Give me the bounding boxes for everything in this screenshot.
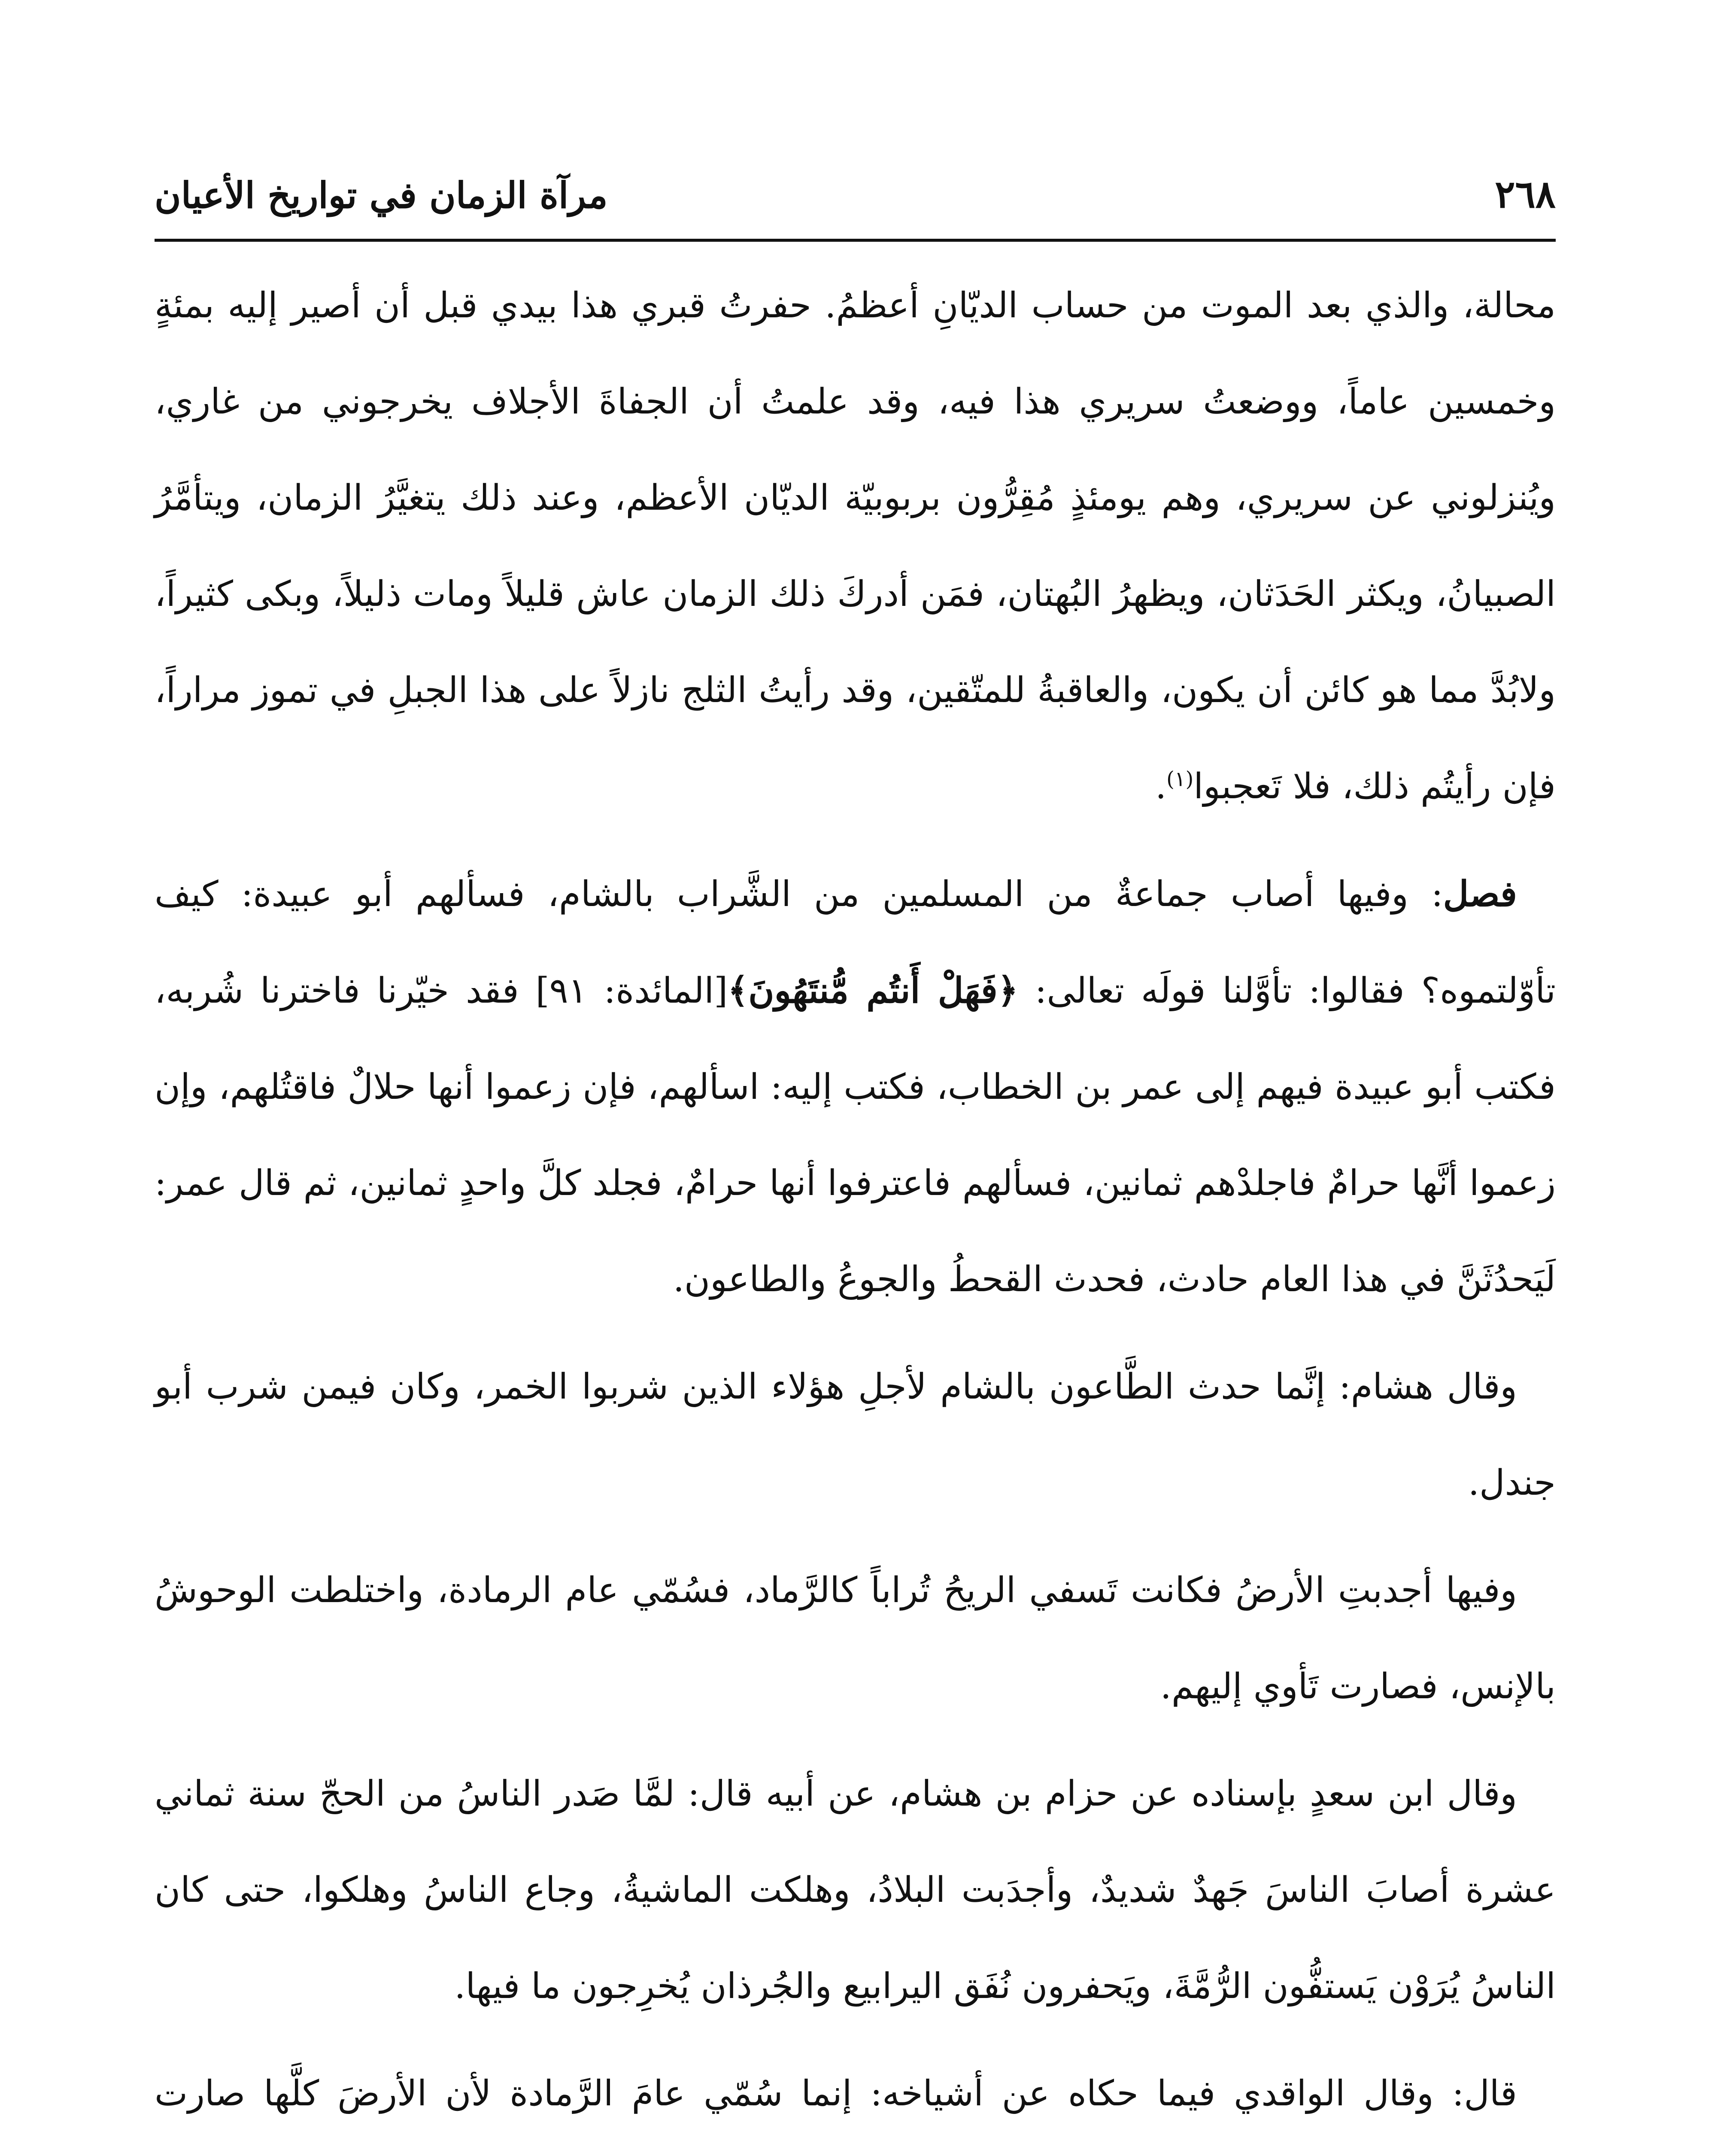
quran-verse: ﴿فَهَلْ أَنتُم مُّنتَهُونَ﴾: [728, 970, 1018, 1011]
section-label: فصل: [1443, 873, 1517, 915]
paragraph-2-text-b: [المائدة: ٩١] فقد خيّرنا فاخترنا شُربه، فكتب أبو عبيدة فيهم إلى عمر بن الخطاب، فكتب إليه: اسألهم، فإن زعموا أنها حلالٌ فاقتُلهم، وإن زعموا أنَّها حرامٌ فاجلدْهم ثمانين، فسألهم فاعترفوا أنها حرامٌ، فجلد كلَّ واحدٍ ثمانين، ثم قال عمر: لَيَحدُثَنَّ في هذا العام حادث، فحدث القحطُ والجوعُ والطاعون.: [155, 970, 1556, 1300]
paragraph-4: وفيها أجدبتِ الأرضُ فكانت تَسفي الريحُ تُراباً كالرَّماد، فسُمّي عام الرمادة، واختلطت الوحوشُ بالإنس، فصارت تَأوي إليهم.: [155, 1570, 1556, 1707]
main-text: [155, 258, 1556, 2147]
paragraph-6: [155, 2046, 1556, 2147]
paragraph-1-end: .: [1155, 766, 1167, 807]
paragraph-6-text: قال: وقال الواقدي فيما حكاه عن أشياخه: إنما سُمّي عامَ الرَّمادة لأن الأرضَ كلَّها صارت: [155, 2073, 1517, 2114]
paragraph-3: وقال هشام: إنَّما حدث الطَّاعون بالشام لأجلِ هؤلاء الذين شربوا الخمر، وكان فيمن شرب أبو جندل.: [155, 1366, 1556, 1503]
footnote-ref-1: (١): [1166, 767, 1194, 791]
paragraph-1: [155, 258, 1556, 835]
page-number: ٢٦٨: [1495, 172, 1556, 216]
paragraph-5: وقال ابن سعدٍ بإسناده عن حزام بن هشام، عن أبيه قال: لمَّا صَدر الناسُ من الحجّ سنة ثماني عشرة أصابَ الناسَ جَهدٌ شديدٌ، وأجدَبت البلادُ، وهلكت الماشيةُ، وجاع الناسُ وهلكوا، حتى كان الناسُ يُرَوْن يَستفُّون الرُّمَّةَ، ويَحفرون نُفَق اليرابيع والجُرذان يُخرِجون ما فيها.: [155, 1773, 1556, 2007]
book-title: مرآة الزمان في تواريخ الأعيان: [155, 174, 608, 216]
running-header: [155, 159, 1556, 228]
header-divider: [155, 239, 1556, 242]
paragraph-1-text: محالة، والذي بعد الموت من حساب الديّانِ أعظمُ. حفرتُ قبري هذا بيدي قبل أن أصير إليه بمئةٍ وخمسين عاماً، ووضعتُ سريري هذا فيه، وقد علمتُ أن الجفاةَ الأجلاف يخرجوني من غاري، ويُنزلوني عن سريري، وهم يومئذٍ مُقِرُّون بربوبيّة الديّان الأعظم، وعند ذلك يتغيَّرُ الزمان، ويتأمَّرُ الصبيانُ، ويكثر الحَدَثان، ويظهرُ البُهتان، فمَن أدركَ ذلك الزمان عاش قليلاً ومات ذليلاً، وبكى كثيراً، ولابُدَّ مما هو كائن أن يكون، والعاقبةُ للمتّقين، وقد رأيتُ الثلج نازلاً على هذا الجبلِ في تموز مراراً، فإن رأيتُم ذلك، فلا تَعجبوا: [155, 285, 1556, 807]
paragraph-2-text-a: : وفيها أصاب جماعةٌ من المسلمين من الشَّراب بالشام، فسألهم أبو عبيدة: كيف تأوّلتموه؟ فقالوا: تأوَّلنا قولَه تعالى:: [155, 874, 1556, 1011]
paragraph-2: [155, 846, 1556, 1328]
